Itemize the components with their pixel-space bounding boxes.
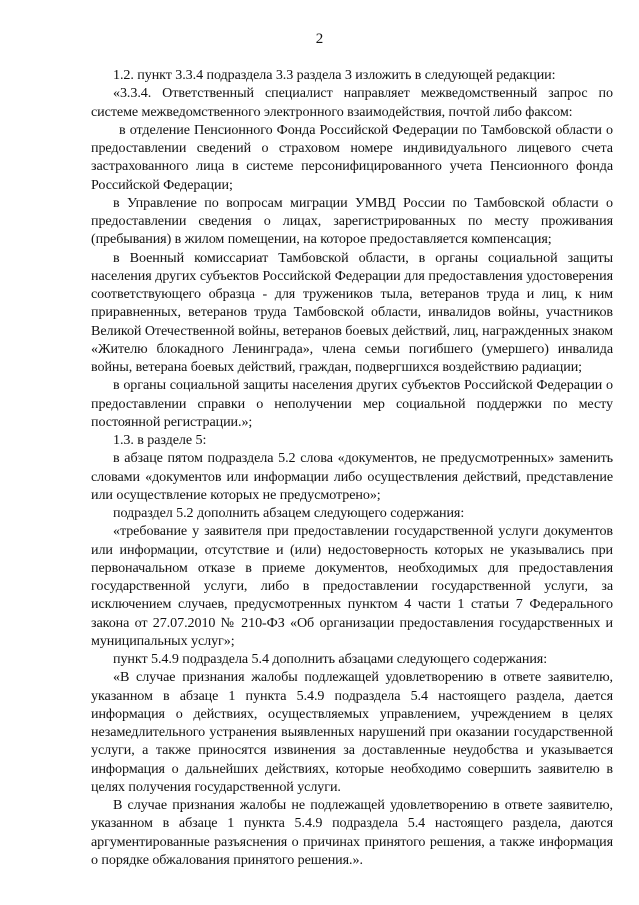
paragraph-section-5-2-addition: подраздел 5.2 дополнить абзацем следующего содержания: — [113, 505, 465, 521]
paragraph-amendment-1-3: 1.3. в разделе 5: — [113, 432, 207, 448]
paragraph-complaint-rejected: В случае признания жалобы не подлежащей удовлетворению в ответе заявителю, указанном в абзаце 1 пункта 5.4.9 подраздела 5.4 настоящего раздела, даются аргументированные разъяснения о причинах принятого решения, а также информация о порядке обжалования принятого решения.». — [91, 797, 613, 868]
paragraph-military-commissariat: в Военный комиссариат Тамбовской области, в органы социальной защиты населения других субъектов Российской Федерации для предоставления удостоверения соответствующего образца - для тружеников тыла, ветеранов труда и лиц, к ним приравненных, ветеранов труда Тамбовской области, инвалидов войны, участников Великой Отечественной войны, ветеранов боевых действий, лиц, награжденных знаком «Жителю блокадного Ленинграда», члена семьи погибшего (умершего) инвалида войны, ветерана боевых действий, граждан, подвергшихся воздействию радиации; — [91, 249, 614, 375]
paragraph-social-protection: в органы социальной защиты населения других субъектов Российской Федерации о предоставлении справки о неполучении мер социальной поддержки по месту постоянной регистрации.»; — [91, 377, 613, 430]
paragraph-amendment-1-2: 1.2. пункт 3.3.4 подраздела 3.3 раздела 3 изложить в следующей редакции: — [113, 67, 556, 83]
page-number: 2 — [315, 31, 324, 47]
paragraph-complaint-satisfied: «В случае признания жалобы подлежащей удовлетворению в ответе заявителю, указанном в абзаце 1 пункта 5.4.9 подраздела 5.4 настоящего раздела, дается информация о действиях, осуществляемых управлением, учреждением в целях незамедлительного устранения выявленных нарушений при оказании государственной услуги, а также приносятся извинения за доставленные неудобства и указывается информация о дальнейших действиях, которые необходимо совершить заявителю в целях получения государственной услуги. — [91, 669, 613, 795]
paragraph-clause-5-4-9: пункт 5.4.9 подраздела 5.4 дополнить абзацами следующего содержания: — [113, 651, 548, 667]
paragraph-pension-fund: в отделение Пенсионного Фонда Российской Федерации по Тамбовской области о предоставлении сведений о страховом номере индивидуального лицевого счета застрахованного лица в системе персонифицированного учета Пенсионного фонда Российской Федерации; — [91, 121, 613, 193]
paragraph-requirement-quote: «требование у заявителя при предоставлении государственной услуги документов или информации, отсутствие и (или) недостоверность которых не указывались при первоначальном отказе в приеме документов, необходимых для предоставления государственной услуги, либо в предоставлении государственной услуги, за исключением случаев, предусмотренных пунктом 4 части 1 статьи 7 Федерального закона от 27.07.2010 № 210-ФЗ «Об организации предоставления государственных и муниципальных услуг»; — [91, 523, 613, 649]
paragraph-clause-3-3-4: «3.3.4. Ответственный специалист направляет межведомственный запрос по системе межведомственного электронного взаимодействия, почтой либо факсом: — [91, 85, 613, 120]
paragraph-migration-office: в Управление по вопросам миграции УМВД России по Тамбовской области о предоставлении сведения о лицах, зарегистрированных по месту проживания (пребывания) в жилом помещении, на которое предоставляется компенсация; — [91, 194, 613, 248]
document-body — [91, 66, 613, 869]
paragraph-section-5-2-words: в абзаце пятом подраздела 5.2 слова «документов, не предусмотренных» заменить словами «документов или информации либо осуществления действий, представление или осуществление которых не предусмотрено»; — [91, 450, 613, 503]
